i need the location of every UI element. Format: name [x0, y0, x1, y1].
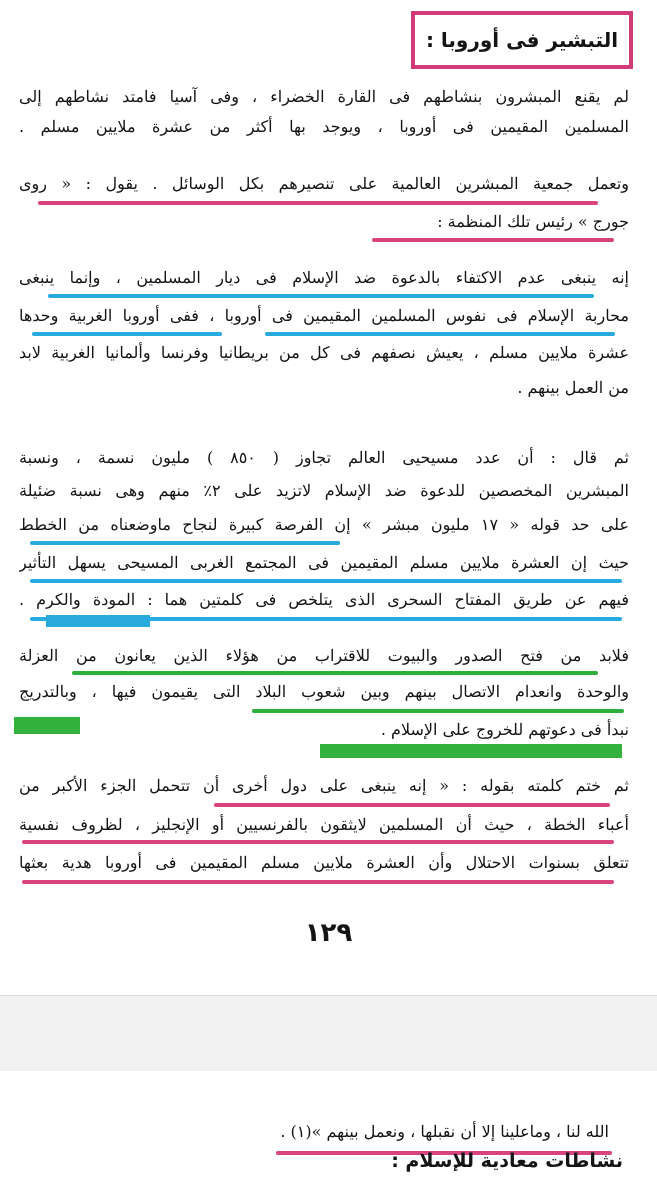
text-line: حيث إن العشرة ملايين مسلم المقيمين فى المجتمع الغربى المسيحى يسهل التأثير — [19, 553, 629, 572]
text-line: أعباء الخطة ، حيث أن المسلمين لايثقون بالفرنسيين أو الإنجليز ، لظروف نفسية — [19, 815, 629, 834]
green-highlight — [320, 744, 622, 758]
text-line: عشرة ملايين مسلم ، يعيش نصفهم فى كل من بريطانيا وفرنسا وألمانيا الغربية لابد — [19, 343, 629, 362]
text-line: على حد قوله « ١٧ مليون مبشر » إن الفرصة كبيرة لنجاح ماوضعناه من الخطط — [19, 515, 629, 534]
text-line: إنه ينبغى عدم الاكتفاء بالدعوة ضد الإسلام فى ديار المسلمين ، وإنما ينبغى — [19, 268, 629, 287]
text-line: محاربة الإسلام فى نفوس المسلمين المقيمين فى أوروبا ، ففى أوروبا الغربية وحدها — [19, 306, 629, 325]
section-title-box — [411, 11, 633, 69]
next-page-heading: نشاطات معادية للإسلام : — [391, 1150, 623, 1172]
text-line: فلابد من فتح الصدور والبيوت للاقتراب من هؤلاء الذين يعانون من العزلة — [19, 646, 629, 665]
text-line: المسلمين المقيمين فى أوروبا ، ويوجد بها أكثر من عشرة ملايين مسلم . — [19, 117, 629, 136]
green-highlight — [14, 717, 80, 734]
text-line: نبدأ فى دعوتهم للخروج على الإسلام . — [380, 720, 629, 739]
text-line: لم يقنع المبشرون بنشاطهم فى القارة الخضراء ، وفى آسيا فامتد نشاطهم إلى — [19, 87, 629, 106]
green-underline — [252, 709, 624, 713]
page-gap — [0, 995, 657, 1072]
blue-underline — [32, 332, 222, 336]
pink-underline — [372, 238, 614, 242]
green-underline — [72, 671, 598, 675]
pink-underline — [22, 880, 614, 884]
text-line: ثم قال : أن عدد مسيحيى العالم تجاوز ( ٨٥٠ ) مليون نسمة ، ونسبة — [19, 448, 629, 467]
pink-underline — [214, 803, 610, 807]
text-line: تتعلق بسنوات الاحتلال وأن العشرة ملايين مسلم المقيمين فى أوروبا هدية بعثها — [19, 853, 629, 872]
text-line: والوحدة وانعدام الاتصال بينهم وبين شعوب البلاد التى يقيمون فيها ، وبالتدريج — [19, 682, 629, 701]
text-line: جورج » رئيس تلك المنظمة : — [437, 212, 629, 231]
blue-underline — [30, 541, 340, 545]
text-line: المبشرين المخصصين للدعوة ضد الإسلام لاتزيد على ٢٪ منهم وهى نسبة ضئيلة — [19, 481, 629, 500]
blue-underline — [265, 332, 615, 336]
text-line: ثم ختم كلمته بقوله : « إنه ينبغى على دول أخرى أن تتحمل الجزء الأكبر من — [19, 776, 629, 795]
blue-highlight — [46, 615, 150, 627]
blue-underline — [48, 294, 594, 298]
pink-underline — [22, 840, 614, 844]
pink-underline — [38, 201, 598, 205]
text-line: من العمل بينهم . — [517, 378, 629, 397]
page-number: ١٢٩ — [304, 918, 353, 948]
text-line: فيهم عن طريق المفتاح السحرى الذى يتلخص فى كلمتين هما : المودة والكرم . — [19, 590, 629, 609]
section-title: التبشير فى أوروبا : — [425, 28, 619, 52]
blue-underline — [30, 579, 622, 583]
text-line: وتعمل جمعية المبشرين العالمية على تنصيرهم بكل الوسائل . يقول : « روى — [19, 174, 629, 193]
next-page-line: الله لنا ، وماعلينا إلا أن نقبلها ، ونعمل بينهم »(١) . — [280, 1122, 609, 1141]
